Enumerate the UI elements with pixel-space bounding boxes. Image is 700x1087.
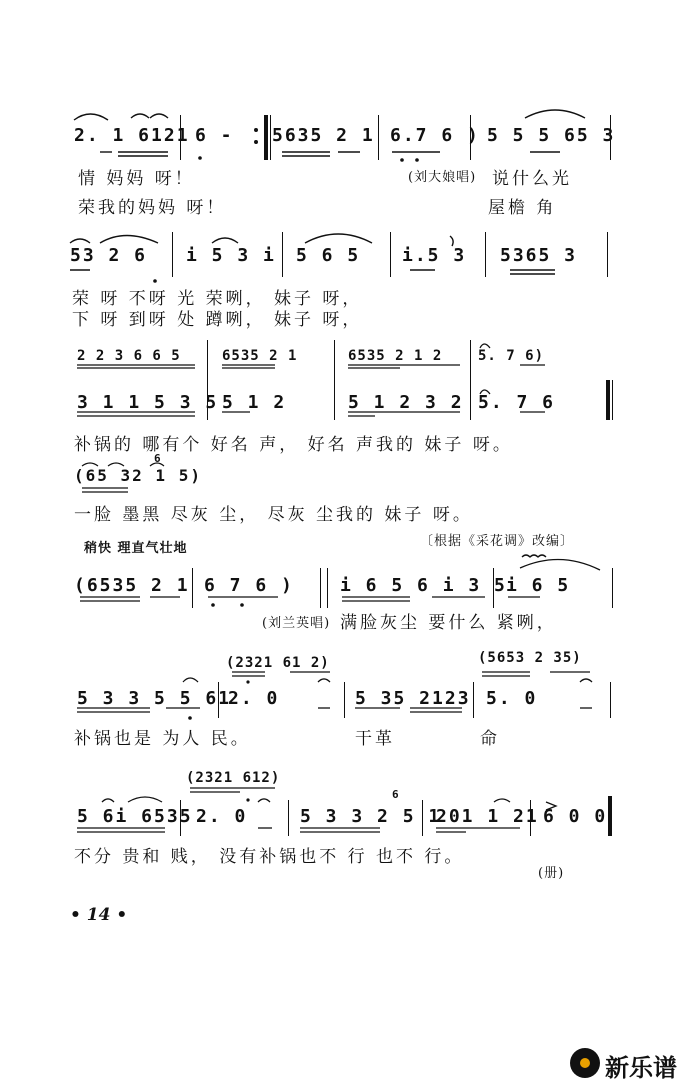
lyric-line: 满脸灰尘 要什么 紧咧， [340, 613, 557, 633]
notes-measure: 5 3 3 2 5 1 [300, 806, 442, 827]
bar-line [282, 232, 283, 277]
notes-measure: 5 1 2 [222, 392, 287, 413]
vinyl-icon [570, 1048, 600, 1078]
notes-measure: 5 6 5 [296, 245, 361, 266]
bar-line [172, 232, 173, 277]
end-mark: (册) [538, 866, 565, 881]
bar-line [270, 115, 271, 160]
notes-measure: 2. 0 [228, 688, 280, 709]
lyric-line: 不分 贵和 贱， 没有补锅也不 行 也不 行。 [74, 847, 465, 867]
lyric-line: 补锅的 哪有个 好名 声， 好名 声我的 妹子 呀。 [74, 435, 513, 455]
bar-line [320, 568, 321, 608]
bar-line [344, 682, 345, 718]
accompaniment-notes: 5. 7 6) [478, 348, 545, 364]
notes-measure: 6 - [195, 125, 234, 146]
notes-measure: 5 5 5 65 3 [487, 125, 616, 146]
lyric-line: 情 妈妈 呀！ [78, 169, 195, 189]
grace-note: 6 [392, 788, 400, 801]
bar-line [485, 232, 486, 277]
notes-measure: 2. 0 [196, 806, 248, 827]
bar-line [473, 682, 474, 718]
repeat-bar [264, 115, 268, 160]
notes-measure: 2. 1 6121 [74, 125, 190, 146]
lyric-line: 说什么光 [492, 169, 572, 189]
bar-line [610, 682, 611, 718]
lyric-line: 荣 呀 不呀 光 荣咧， 妹子 呀， [72, 289, 363, 309]
tempo-marking: 稍快 理直气壮地 [84, 541, 188, 556]
notes-measure: 5365 3 [500, 245, 578, 266]
lyric-line: 命 [480, 729, 500, 749]
notes-measure: (6535 2 1 [74, 575, 190, 596]
bar-line [378, 115, 379, 160]
notes-measure: i 6 5 6 i 3 5 [340, 575, 507, 596]
notes-measure: 5 6i 6535 [77, 806, 193, 827]
notes-measure: 53 2 6 [70, 245, 148, 266]
final-bar [608, 796, 612, 836]
lyric-line: 补锅也是 为人 民。 [74, 729, 251, 749]
lyric-line: 一脸 墨黑 尽灰 尘， 尽灰 尘我的 妹子 呀。 [74, 505, 473, 525]
notes-measure: 5635 2 1 [272, 125, 375, 146]
bar-line [612, 568, 613, 608]
notes-measure: i.5 3 [402, 245, 467, 266]
double-bar [606, 380, 610, 420]
accompaniment-notes: (65 32 1 5) [74, 466, 202, 485]
notes-measure: 5. 0 [486, 688, 538, 709]
notes-measure: 5 3 3 5 5 61 [77, 688, 232, 709]
notes-measure: 5 35 2123 [355, 688, 471, 709]
lyric-line: 荣我的妈妈 呀！ [78, 198, 227, 218]
accompaniment-notes: (2321 61 2) [226, 655, 330, 671]
bar-line [612, 380, 613, 420]
lyric-line: 屋檐 角 [488, 198, 557, 218]
notes-measure: i 6 5 [506, 575, 571, 596]
notes-measure: i 5 3 i [186, 245, 276, 266]
bar-line [288, 800, 289, 836]
lyric-line: 下 呀 到呀 处 蹲咧， 妹子 呀， [72, 310, 363, 330]
notes-measure: 6 7 6 ) [204, 575, 294, 596]
bar-line [607, 232, 608, 277]
source-note: 〔根据《采花调》改编〕 [420, 534, 575, 549]
bar-line [327, 568, 328, 608]
grace-note: 6 [154, 452, 162, 465]
accompaniment-notes: 6535 2 1 2 [348, 348, 443, 364]
lyric-line: 干革 [355, 729, 395, 749]
notes-measure: 6 0 0 [543, 806, 608, 827]
accompaniment-notes: 6535 2 1 [222, 348, 298, 364]
singer-label: (刘兰英唱) [262, 616, 331, 631]
bar-line [470, 340, 471, 420]
bar-line [334, 340, 335, 420]
notes-measure: 201 1 21 [436, 806, 539, 827]
notes-measure: 6.7 6 ) [390, 125, 480, 146]
logo-text: 新乐谱 [605, 1054, 677, 1082]
singer-label: (刘大娘唱) [408, 170, 477, 185]
bar-line [390, 232, 391, 277]
notes-measure: 3 1 1 5 3 5 [77, 392, 219, 413]
accompaniment-notes: (2321 612) [186, 770, 281, 786]
accompaniment-notes: (5653 2 35) [478, 650, 582, 666]
accompaniment-notes: 2 2 3 6 6 5 [77, 348, 181, 364]
notes-measure: 5 1 2 3 2 [348, 392, 464, 413]
bar-line [192, 568, 193, 608]
notes-measure: 5. 7 6 [478, 392, 556, 413]
page-number: • 14 • [70, 905, 128, 925]
